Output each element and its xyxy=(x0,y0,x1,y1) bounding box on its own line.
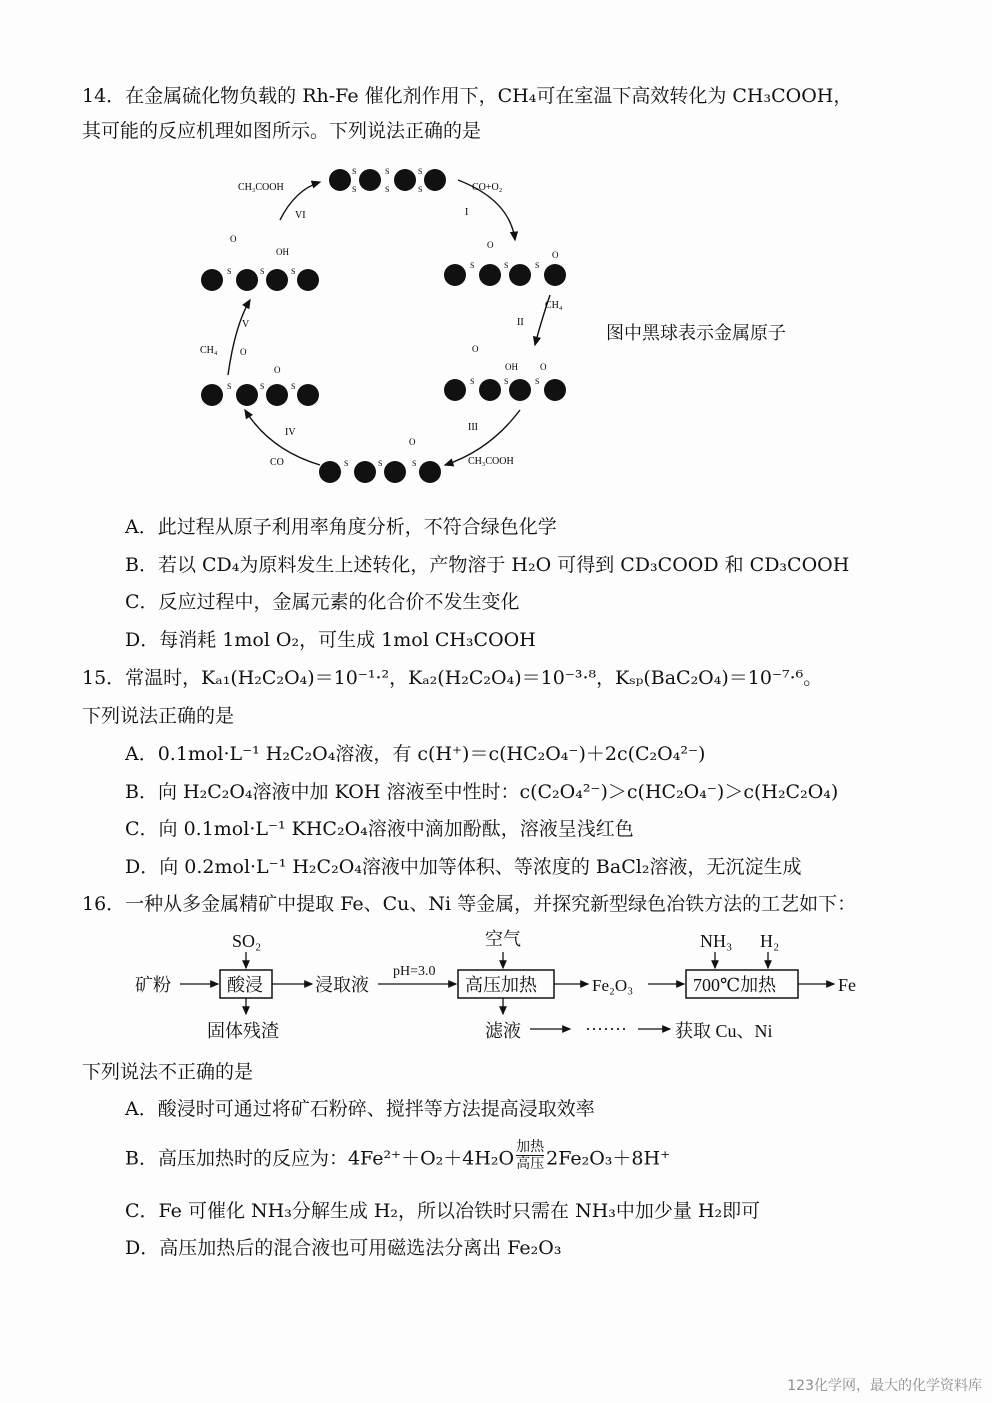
svg-text:S: S xyxy=(504,261,509,270)
q16-option-b-right: 2Fe₂O₃＋8H⁺ xyxy=(546,1147,671,1170)
step-v: V xyxy=(242,319,250,330)
q14-option-a: A．此过程从原子利用率角度分析，不符合绿色化学 xyxy=(125,516,557,538)
svg-text:S: S xyxy=(260,267,265,276)
reaction-mechanism-diagram xyxy=(190,160,590,500)
label-co-o2: CO+O₂ xyxy=(472,182,503,193)
flow-nh3: NH₃ xyxy=(700,931,733,951)
q16-option-b-left: B．高压加热时的反应为：4Fe²⁺＋O₂＋4H₂O xyxy=(125,1147,515,1170)
footer-watermark: 123化学网，最大的化学资料库 xyxy=(787,1378,982,1394)
flow-dots: ······· xyxy=(585,1019,627,1039)
svg-text:S: S xyxy=(412,459,417,468)
svg-text:S: S xyxy=(385,185,390,194)
catalyst-chain-right-upper xyxy=(444,240,566,286)
svg-text:S: S xyxy=(418,167,423,176)
svg-text:S: S xyxy=(470,261,475,270)
condition-heat: 加热 xyxy=(516,1139,545,1155)
svg-text:S: S xyxy=(352,167,357,176)
q16-option-b xyxy=(125,1139,671,1176)
svg-text:S: S xyxy=(291,382,296,391)
flow-box1-label: 酸浸 xyxy=(227,975,263,995)
flow-ore: 矿粉 xyxy=(135,975,171,995)
flow-fe2o3: Fe₂O₃ xyxy=(592,976,634,995)
flow-ph: pH=3.0 xyxy=(393,964,436,979)
svg-text:S: S xyxy=(385,167,390,176)
svg-text:O: O xyxy=(409,437,416,447)
q15-stem-line1: 15．常温时，Kₐ₁(H₂C₂O₄)＝10⁻¹·²，Kₐ₂(H₂C₂O₄)＝10⁻³·⁸，Kₛₚ(BaC₂O₄)＝10⁻⁷·⁶。 xyxy=(82,667,823,689)
svg-text:S: S xyxy=(504,377,509,386)
q15-option-a: A．0.1mol·L⁻¹ H₂C₂O₄溶液，有 c(H⁺)＝c(HC₂O₄⁻)＋2c(C₂O₄²⁻) xyxy=(125,743,706,765)
label-co-iv: CO xyxy=(270,457,284,468)
catalyst-chain-left-upper xyxy=(201,234,319,291)
svg-text:S: S xyxy=(344,459,349,468)
flow-air: 空气 xyxy=(485,929,521,949)
svg-text:O: O xyxy=(274,365,281,375)
reaction-condition xyxy=(516,1139,544,1172)
step-iv: IV xyxy=(285,427,296,438)
label-ch4-ii: CH₄ xyxy=(545,300,563,311)
label-ch4-v: CH₄ xyxy=(200,345,218,356)
svg-text:S: S xyxy=(378,459,383,468)
flow-cu-ni: 获取 Cu、Ni xyxy=(675,1021,773,1041)
svg-text:O: O xyxy=(540,362,547,372)
condition-pressure: 高压 xyxy=(516,1156,545,1172)
svg-text:S: S xyxy=(291,267,296,276)
q14-option-c: C．反应过程中，金属元素的化合价不发生变化 xyxy=(125,591,520,613)
catalyst-chain-left-lower xyxy=(201,347,319,406)
flow-so2: SO₂ xyxy=(232,931,262,951)
svg-text:O: O xyxy=(472,344,479,354)
svg-text:S: S xyxy=(535,377,540,386)
step-iii: III xyxy=(468,422,478,433)
catalyst-chain-top xyxy=(329,167,446,194)
q16-stem-line1: 16．一种从多金属精矿中提取 Fe、Cu、Ni 等金属，并探究新型绿色冶铁方法的工艺如下： xyxy=(82,893,857,915)
flow-residue: 固体残渣 xyxy=(207,1021,279,1041)
step-vi: VI xyxy=(295,210,306,221)
flow-leachate: 浸取液 xyxy=(315,975,369,995)
catalyst-chain-bottom xyxy=(319,437,441,483)
flow-h2: H₂ xyxy=(760,931,780,951)
process-flowchart xyxy=(130,925,870,1050)
q16-option-a: A．酸浸时可通过将矿石粉碎、搅拌等方法提高浸取效率 xyxy=(125,1098,595,1120)
q15-stem-line2: 下列说法正确的是 xyxy=(82,705,235,727)
q14-option-b: B．若以 CD₄为原料发生上述转化，产物溶于 H₂O 可得到 CD₃COOD 和 CD₃COOH xyxy=(125,554,850,576)
figure-note: 图中黑球表示金属原子 xyxy=(606,323,786,344)
svg-text:S: S xyxy=(470,377,475,386)
q14-stem-line2: 其可能的反应机理如图所示。下列说法正确的是 xyxy=(82,120,482,142)
svg-text:S: S xyxy=(227,267,232,276)
catalyst-chain-right-lower xyxy=(444,344,566,401)
q16-stem-line2: 下列说法不正确的是 xyxy=(82,1061,254,1083)
label-ch3cooh-iii: CH₃COOH xyxy=(468,456,514,467)
flow-filtrate: 滤液 xyxy=(485,1021,521,1041)
step-ii: II xyxy=(517,317,524,328)
q16-option-d: D．高压加热后的混合液也可用磁选法分离出 Fe₂O₃ xyxy=(125,1237,562,1259)
svg-text:O: O xyxy=(487,240,494,250)
svg-text:S: S xyxy=(227,382,232,391)
q15-option-d: D．向 0.2mol·L⁻¹ H₂C₂O₄溶液中加等体积、等浓度的 BaCl₂溶液，无沉淀生成 xyxy=(125,856,802,878)
svg-text:OH: OH xyxy=(276,247,289,257)
svg-text:O: O xyxy=(552,250,559,260)
svg-text:S: S xyxy=(352,185,357,194)
svg-text:S: S xyxy=(418,185,423,194)
svg-text:O: O xyxy=(240,347,247,357)
flow-fe: Fe xyxy=(838,975,856,995)
flow-box3-label: 700℃加热 xyxy=(693,975,777,995)
q14-option-d: D．每消耗 1mol O₂，可生成 1mol CH₃COOH xyxy=(125,629,536,651)
svg-text:S: S xyxy=(260,382,265,391)
q16-option-c: C．Fe 可催化 NH₃分解生成 H₂，所以冶铁时只需在 NH₃中加少量 H₂即可 xyxy=(125,1200,761,1222)
q15-option-b: B．向 H₂C₂O₄溶液中加 KOH 溶液至中性时：c(C₂O₄²⁻)＞c(HC₂O₄⁻)＞c(H₂C₂O₄) xyxy=(125,781,839,803)
q14-stem-line1: 14．在金属硫化物负载的 Rh-Fe 催化剂作用下，CH₄可在室温下高效转化为 CH₃COOH， xyxy=(82,85,853,107)
svg-text:O: O xyxy=(230,234,237,244)
svg-text:S: S xyxy=(535,261,540,270)
q15-option-c: C．向 0.1mol·L⁻¹ KHC₂O₄溶液中滴加酚酞，溶液呈浅红色 xyxy=(125,818,634,840)
step-i: I xyxy=(465,207,469,218)
label-ch3cooh-vi: CH₃COOH xyxy=(238,182,284,193)
svg-text:OH: OH xyxy=(505,362,518,372)
flow-box2-label: 高压加热 xyxy=(465,975,537,995)
